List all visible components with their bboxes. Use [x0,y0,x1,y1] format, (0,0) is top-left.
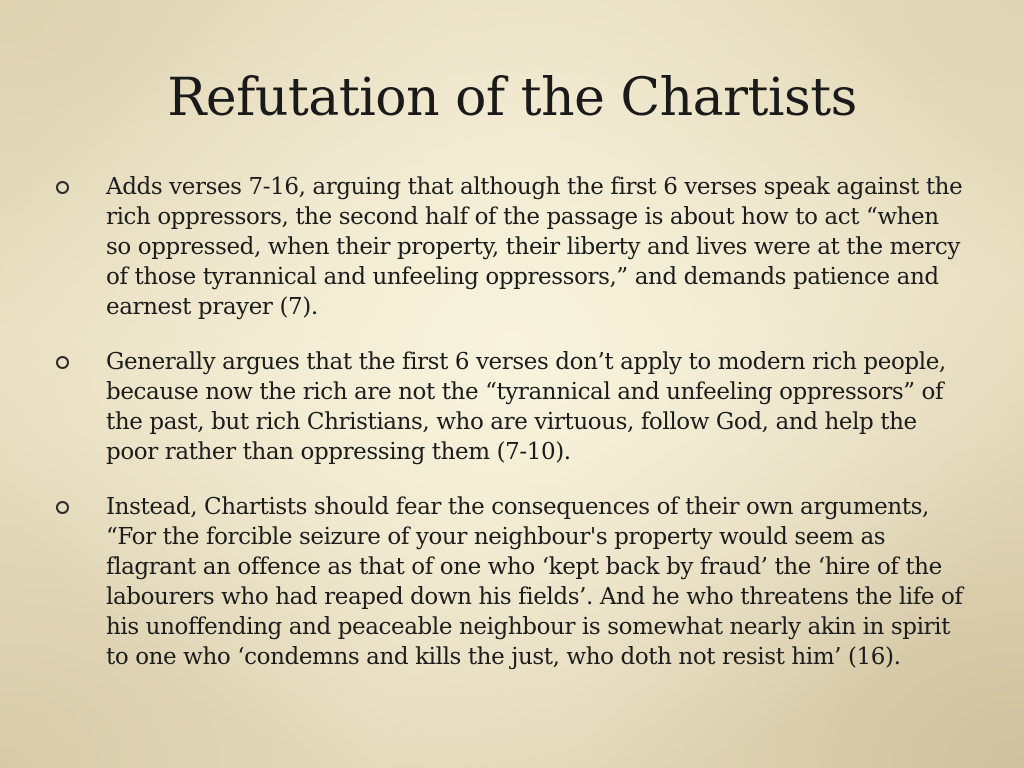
bullet-text: Instead, Chartists should fear the consequences of their own arguments, “For the forcible seizure of your neighbour's property would seem as flagrant an offence as that of one who ‘kept back by fraud’ the ‘hire of the labourers who had reaped down his fields’. And he who threatens the life of his unoffending and peaceable neighbour is somewhat nearly akin in spirit to one who ‘condemns and kills the just, who doth not resist him’ (16). [106,494,963,670]
bullet-text: Adds verses 7-16, arguing that although the first 6 verses speak against the rich oppressors, the second half of the passage is about how to act “when so oppressed, when their property, their liberty and lives were at the mercy of those tyrannical and unfeeling oppressors,” and demands patience and earnest prayer (7). [106,174,963,320]
hollow-circle-icon [56,356,69,369]
bullet-text: Generally argues that the first 6 verses don’t apply to modern rich people, because now the rich are not the “tyrannical and unfeeling oppressors” of the past, but rich Christians, who are virtuous, follow God, and help the poor rather than oppressing them (7-10). [106,349,946,465]
bullet-item [56,347,966,467]
hollow-circle-icon [56,181,69,194]
bullet-item [56,492,966,672]
hollow-circle-icon [56,501,69,514]
slide-title: Refutation of the Chartists [167,68,857,128]
bullet-item [56,172,966,322]
bullet-list [56,172,966,697]
